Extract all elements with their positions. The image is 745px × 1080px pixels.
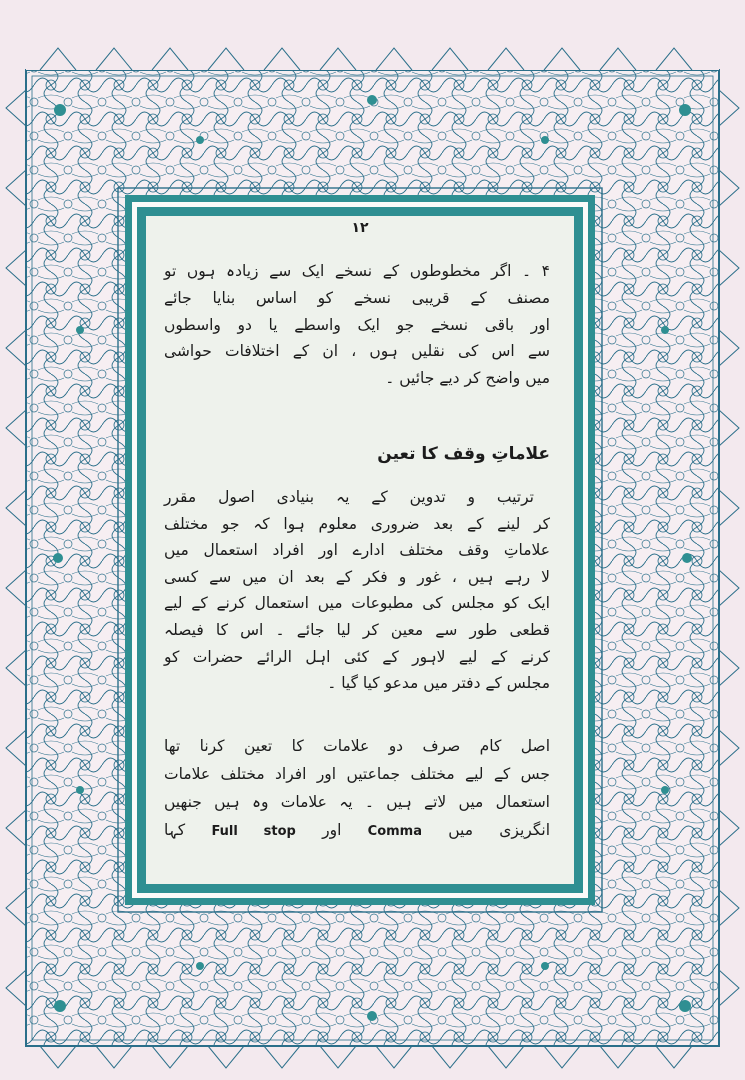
paragraph-line: میں واضح کر دیے جائیں ۔	[385, 369, 550, 388]
paragraph-1	[164, 258, 550, 392]
paragraph-line: سے اس کی نقلیں ہوں ، ان کے اختلافات حواشی	[164, 342, 550, 361]
section-heading: علاماتِ وقف کا تعین	[377, 444, 550, 464]
paragraph-line: استعمال میں لاتے ہیں ۔ یہ علامات وہ ہیں جنھیں	[164, 793, 550, 811]
last-line-part-2: اور	[322, 821, 342, 839]
term-full-stop: Full stop	[211, 824, 296, 839]
paragraph-line: ایک کو مجلس کی مطبوعات میں استعمال کرنے کے لیے	[164, 594, 550, 613]
page-number: ۱۲	[351, 220, 369, 236]
paragraph-line: ترتیب و تدوین کے یہ بنیادی اصول مقرر	[164, 488, 534, 506]
paragraph-line: قطعی طور سے معین کر لیا جائے ۔ اس کا فیصلہ	[164, 620, 550, 639]
paragraph-line: لا رہے ہیں ، غور و فکر کے بعد ان میں سے کسی	[164, 567, 550, 586]
paragraph-line: کرنے کے لیے لاہور کے کئی اہل الرائے حضرات کو	[164, 647, 550, 666]
last-line-part-1: انگریزی میں	[448, 821, 550, 839]
paragraph-3	[164, 732, 550, 846]
term-comma: Comma	[367, 824, 422, 839]
paragraph-line: علاماتِ وقف مختلف ادارے اور افراد استعمال میں	[164, 541, 550, 560]
text-page	[146, 216, 574, 884]
paragraph-line: ۴ ۔ اگر مخطوطوں کے نسخے ایک سے زیادہ ہوں تو	[164, 262, 550, 280]
paragraph-line: مصنف کے قریبی نسخے کو اساس بنایا جائے	[164, 288, 550, 307]
paragraph-line: اصل کام صرف دو علامات کا تعین کرنا تھا	[164, 737, 550, 755]
last-line-part-3: کہا	[164, 821, 186, 839]
paragraph-line: کر لینے کے بعد ضروری معلوم ہوا کہ جو مختلف	[164, 514, 550, 533]
last-line	[164, 816, 550, 846]
paragraph-line: اور باقی نسخے جو ایک واسطے یا دو واسطوں	[164, 315, 550, 334]
paragraph-line: مجلس کے دفتر میں مدعو کیا گیا ۔	[327, 674, 550, 693]
paragraph-line: جس کے لیے مختلف جماعتیں اور افراد مختلف علامات	[164, 765, 550, 783]
paragraph-2	[164, 484, 550, 697]
